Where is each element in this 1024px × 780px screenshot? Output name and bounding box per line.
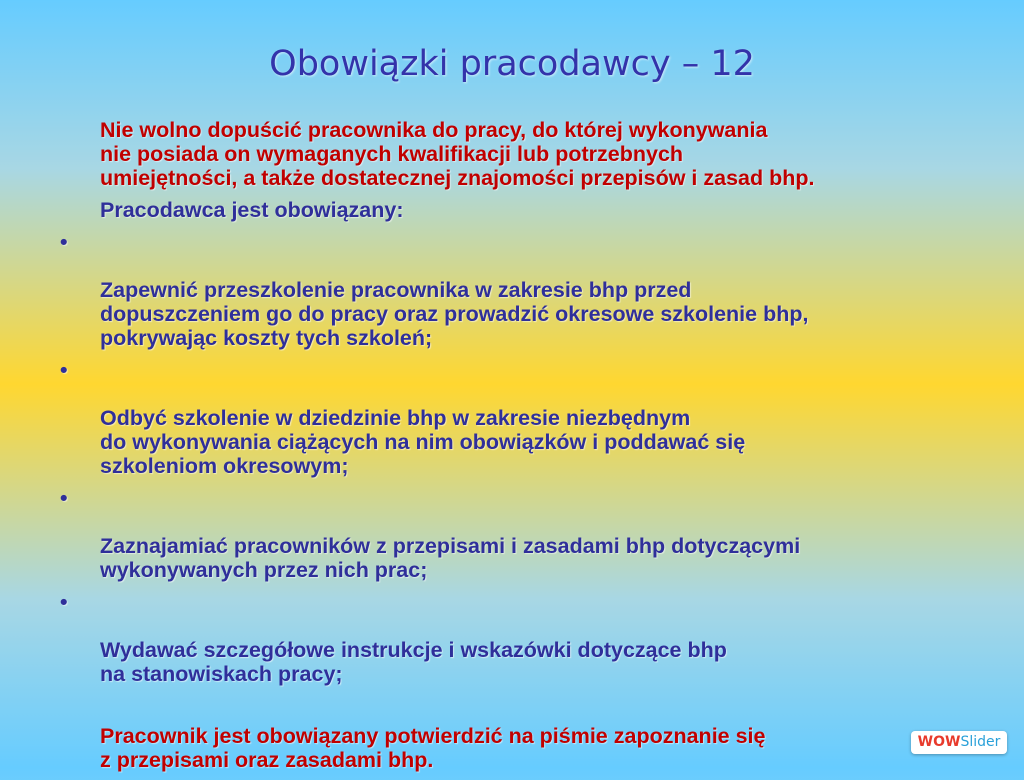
list-item-text: Odbyć szkolenie w dziedzinie bhp w zakresie niezbędnym do wykonywania ciążących na nim obowiązków i poddawać się szkoleniom okresowym; [100,406,746,478]
duties-list [60,230,980,686]
slide-title: Obowiązki pracodawcy – 12 [269,44,755,84]
list-item-text: Zaznajamiać pracowników z przepisami i zasadami bhp dotyczącymi wykonywanych przez nich prac; [100,534,801,582]
slide-content [60,118,980,780]
list-item [60,358,980,478]
wowslider-logo[interactable] [911,731,1007,754]
intro-paragraph: Nie wolno dopuścić pracownika do pracy, do której wykonywania nie posiada on wymaganych kwalifikacji lub potrzebnych umiejętności, a także dostatecznej znajomości przepisów i zasad bhp. [100,118,815,190]
list-item [60,486,980,582]
list-item-text: Wydawać szczegółowe instrukcje i wskazówki dotyczące bhp na stanowiskach pracy; [100,638,727,686]
logo-part-wow: WOW [917,734,961,750]
list-item-text: Zapewnić przeszkolenie pracownika w zakresie bhp przed dopuszczeniem go do pracy oraz prowadzić okresowe szkolenie bhp, pokrywając koszty tych szkoleń; [100,278,809,350]
bullet-icon: • [60,358,68,382]
list-item [60,590,980,686]
lead-paragraph: Pracodawca jest obowiązany: [100,198,404,222]
bullet-icon: • [60,230,68,254]
bullet-icon: • [60,590,68,614]
closing-paragraph: Pracownik jest obowiązany potwierdzić na piśmie zapoznanie się z przepisami oraz zasadami bhp. [100,724,766,772]
bullet-icon: • [60,486,68,510]
spacer [100,694,980,724]
list-item [60,230,980,350]
logo-part-slider: Slider [960,734,1001,750]
